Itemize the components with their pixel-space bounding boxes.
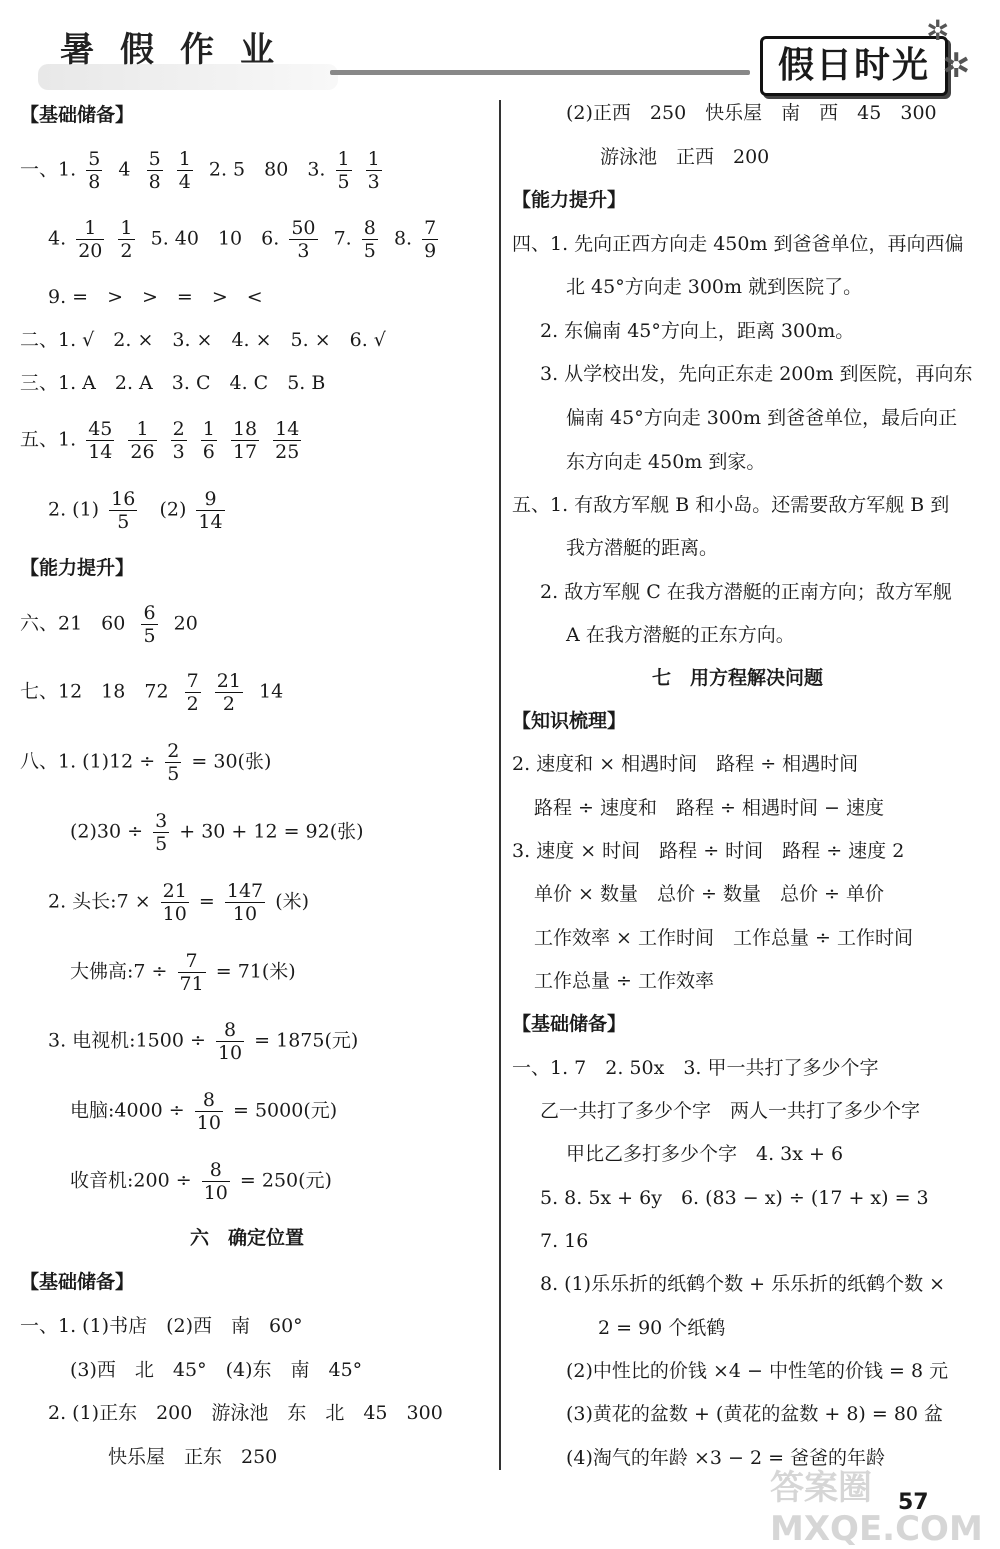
numerator: 7 (178, 950, 206, 973)
numerator: 147 (226, 880, 264, 902)
answer-line: 路程 ÷ 速度和 路程 ÷ 相遇时间 − 速度 (534, 797, 884, 819)
fraction (171, 418, 187, 463)
answer-line: 工作总量 ÷ 工作效率 (534, 970, 714, 992)
numerator: 18 (232, 418, 258, 440)
answer-text: 8. (393, 227, 413, 250)
answer-line (20, 602, 198, 647)
denominator: 8 (88, 171, 101, 193)
denominator: 6 (202, 441, 215, 463)
fraction (109, 488, 137, 533)
answer-line: A 在我方潜艇的正东方向。 (566, 624, 795, 646)
answer-line: 2 = 90 个纸鹤 (598, 1317, 726, 1339)
section-heading: 【基础储备】 (512, 1013, 627, 1035)
answer-line: (2)正西 250 快乐屋 南 西 45 300 (566, 102, 937, 124)
denominator: 26 (130, 441, 155, 463)
answer-line: 偏南 45°方向走 300m 到爸爸单位，最后向正 (566, 407, 958, 429)
fraction (185, 670, 201, 715)
answer-text: 五、1. (20, 428, 77, 451)
denominator: 17 (232, 441, 258, 463)
answer-line: 游泳池 正西 200 (600, 146, 770, 168)
denominator: 3 (297, 240, 310, 262)
chapter-title: 六 确定位置 (190, 1227, 305, 1249)
fraction (128, 418, 156, 463)
answer-text: (2)30 ÷ (70, 820, 144, 843)
numerator: 5 (88, 148, 101, 170)
answer-text: 一、1. (20, 158, 77, 181)
section-heading: 【能力提升】 (512, 189, 627, 211)
header-rule (330, 70, 750, 75)
section-heading: 【基础储备】 (20, 1271, 135, 1293)
fraction (86, 148, 102, 193)
numerator: 21 (162, 880, 187, 902)
numerator: 1 (128, 418, 156, 441)
section-heading: 【基础储备】 (20, 104, 135, 126)
numerator: 9 (196, 488, 224, 511)
numerator: 21 (216, 670, 241, 692)
denominator: 10 (217, 1042, 243, 1064)
fraction (195, 1089, 223, 1134)
denominator: 20 (78, 240, 103, 262)
answer-text: = 71(米) (215, 960, 296, 983)
answer-text: 4 (118, 158, 131, 181)
answer-line (20, 740, 271, 785)
numerator: 1 (202, 418, 215, 440)
fraction (161, 880, 189, 925)
watermark: 答案圈 MXQE.COM (770, 1468, 983, 1549)
numerator: 8 (216, 1019, 244, 1042)
answer-line: 单价 × 数量 总价 ÷ 数量 总价 ÷ 单价 (534, 883, 884, 905)
answer-line: 快乐屋 正东 250 (108, 1446, 278, 1468)
fraction (273, 418, 301, 463)
answer-line: 一、1. (1)书店 (2)西 南 60° (20, 1315, 303, 1337)
fraction (225, 880, 265, 925)
answer-line: 7. 16 (540, 1230, 589, 1252)
fraction (76, 217, 104, 262)
answer-line: 8. (1)乐乐折的纸鹤个数 + 乐乐折的纸鹤个数 × (540, 1273, 946, 1295)
answer-line: 2. 速度和 × 相遇时间 路程 ÷ 相遇时间 (512, 753, 859, 775)
answer-line: 北 45°方向走 300m 就到医院了。 (566, 276, 863, 298)
answer-line (70, 1089, 337, 1134)
answer-text: 八、1. (1)12 ÷ (20, 750, 156, 773)
answer-line (48, 1019, 358, 1064)
answer-line: 东方向走 450m 到家。 (566, 451, 766, 473)
answer-line: 甲比乙多打多少个字 4. 3x + 6 (566, 1143, 844, 1165)
answer-line: (4)淘气的年龄 ×3 − 2 = 爸爸的年龄 (566, 1447, 886, 1469)
answer-text: 5. 40 10 6. (150, 227, 280, 250)
fraction (289, 217, 317, 262)
numerator: 2 (167, 740, 180, 762)
numerator: 2 (172, 418, 185, 440)
answer-line: 乙一共打了多少个字 两人一共打了多少个字 (540, 1100, 921, 1122)
fraction (153, 810, 169, 855)
fraction (215, 670, 243, 715)
fraction (336, 148, 352, 193)
answer-text: 14 (259, 680, 284, 703)
numerator: 1 (337, 148, 350, 170)
denominator: 71 (179, 973, 204, 995)
answer-line: (3)西 北 45° (4)东 南 45° (70, 1359, 363, 1381)
answer-text: 七、12 18 72 (20, 680, 169, 703)
denominator: 5 (167, 763, 180, 785)
gear-icon: ✲ (926, 14, 950, 47)
answer-text: (米) (275, 890, 310, 913)
numerator: 7 (186, 670, 199, 692)
denominator: 8 (148, 171, 161, 193)
answer-text: 4. (48, 227, 67, 250)
answer-line: 3. 从学校出发，先向正东走 200m 到医院，再向东 (540, 363, 973, 385)
fraction (141, 602, 157, 647)
fraction (196, 488, 224, 533)
answer-line: 五、1. 有敌方军舰 B 和小岛。还需要敌方军舰 B 到 (512, 494, 950, 516)
header-title: 暑假作业 (60, 30, 300, 70)
chapter-title: 七 用方程解决问题 (652, 667, 824, 689)
denominator: 5 (337, 171, 350, 193)
fraction (216, 1019, 244, 1064)
answer-line: 5. 8. 5x + 6y 6. (83 − x) ÷ (17 + x) = 3 (540, 1187, 929, 1209)
numerator: 45 (88, 418, 113, 440)
answer-line (20, 148, 386, 193)
numerator: 14 (275, 418, 300, 440)
answer-text: 7. (333, 227, 352, 250)
brand-box (760, 36, 948, 96)
answer-text: 3. 电视机:1500 ÷ (48, 1029, 206, 1052)
answer-line: (3)黄花的盆数 + (黄花的盆数 + 8) = 80 盆 (566, 1403, 944, 1425)
answer-text: 2. 5 80 3. (208, 158, 326, 181)
answer-text: 2. 头长:7 × (48, 890, 151, 913)
page-number: 57 (898, 1490, 929, 1515)
fraction (147, 148, 163, 193)
denominator: 5 (143, 625, 156, 647)
denominator: 5 (155, 833, 168, 855)
answer-line: 9. = > > = > < (48, 286, 263, 308)
answer-line: 三、1. A 2. A 3. C 4. C 5. B (20, 372, 326, 394)
answer-text: 20 (173, 612, 198, 635)
denominator: 14 (88, 441, 113, 463)
numerator: 5 (148, 148, 161, 170)
fraction (201, 418, 217, 463)
numerator: 16 (111, 488, 136, 510)
answer-text: = 1875(元) (254, 1029, 359, 1052)
numerator: 1 (120, 217, 133, 239)
denominator: 14 (198, 511, 223, 533)
answer-line: 2. (1)正东 200 游泳池 东 北 45 300 (48, 1402, 443, 1424)
fraction (86, 418, 114, 463)
fraction (366, 148, 382, 193)
answer-line: 一、1. 7 2. 50x 3. 甲一共打了多少个字 (512, 1057, 879, 1079)
answer-text: 收音机:200 ÷ (70, 1169, 192, 1192)
denominator: 10 (196, 1112, 221, 1134)
numerator: 6 (143, 602, 156, 624)
answer-line: 3. 速度 × 时间 路程 ÷ 时间 路程 ÷ 速度 2 (512, 840, 905, 862)
answer-text: + 30 + 12 = 92(张) (179, 820, 364, 843)
answer-text: 2. (1) (48, 498, 100, 521)
answer-line (70, 1159, 332, 1204)
answer-line: 2. 敌方军舰 C 在我方潜艇的正南方向；敌方军舰 (540, 581, 952, 603)
denominator: 10 (232, 903, 258, 925)
denominator: 10 (162, 903, 187, 925)
numerator: 1 (367, 148, 380, 170)
fraction (362, 217, 378, 262)
answer-line (70, 810, 364, 855)
fraction (202, 1159, 230, 1204)
answer-text: 电脑:4000 ÷ (70, 1099, 185, 1122)
fraction (178, 950, 206, 995)
brand-text: 假日时光 (777, 44, 930, 86)
answer-line: 2. 东偏南 45°方向上，距离 300m。 (540, 320, 855, 342)
denominator: 2 (186, 693, 199, 715)
fraction (165, 740, 181, 785)
answer-text: = 250(元) (239, 1169, 332, 1192)
numerator: 1 (76, 217, 104, 240)
answer-line: 工作效率 × 工作时间 工作总量 ÷ 工作时间 (534, 927, 913, 949)
numerator: 3 (155, 810, 168, 832)
answer-text: (2) (159, 498, 187, 521)
denominator: 10 (203, 1182, 228, 1204)
answer-text: 大佛高:7 ÷ (70, 960, 168, 983)
answer-line (70, 950, 296, 995)
answer-line (48, 488, 229, 533)
answer-text: = 30(张) (191, 750, 272, 773)
numerator: 1 (178, 148, 191, 170)
denominator: 5 (363, 240, 376, 262)
answer-line: 二、1. √ 2. × 3. × 4. × 5. × 6. √ (20, 329, 386, 351)
numerator: 8 (202, 1159, 230, 1182)
answer-line: 我方潜艇的距离。 (566, 537, 719, 559)
numerator: 50 (291, 217, 316, 239)
denominator: 3 (172, 441, 185, 463)
answer-text: 六、21 60 (20, 612, 126, 635)
denominator: 9 (424, 240, 437, 262)
fraction (422, 217, 438, 262)
denominator: 2 (120, 240, 133, 262)
numerator: 8 (363, 217, 376, 239)
fraction (231, 418, 259, 463)
numerator: 7 (424, 217, 437, 239)
denominator: 2 (222, 693, 235, 715)
numerator: 8 (195, 1089, 223, 1112)
answer-text: = (198, 890, 215, 913)
answer-line (48, 217, 442, 262)
answer-line: (2)中性比的价钱 ×4 − 中性笔的价钱 = 8 元 (566, 1360, 949, 1382)
section-heading: 【能力提升】 (20, 557, 135, 579)
answer-line (20, 418, 305, 463)
denominator: 25 (275, 441, 300, 463)
fraction (177, 148, 193, 193)
denominator: 3 (367, 171, 380, 193)
answer-line (20, 670, 283, 715)
gear-icon: ✲ (942, 46, 971, 86)
denominator: 4 (178, 171, 191, 193)
answer-line: 四、1. 先向正西方向走 450m 到爸爸单位，再向西偏 (512, 233, 964, 255)
answer-text: = 5000(元) (233, 1099, 338, 1122)
denominator: 5 (117, 511, 130, 533)
answer-line (48, 880, 309, 925)
column-divider (499, 100, 501, 1470)
section-heading: 【知识梳理】 (512, 710, 627, 732)
fraction (118, 217, 134, 262)
